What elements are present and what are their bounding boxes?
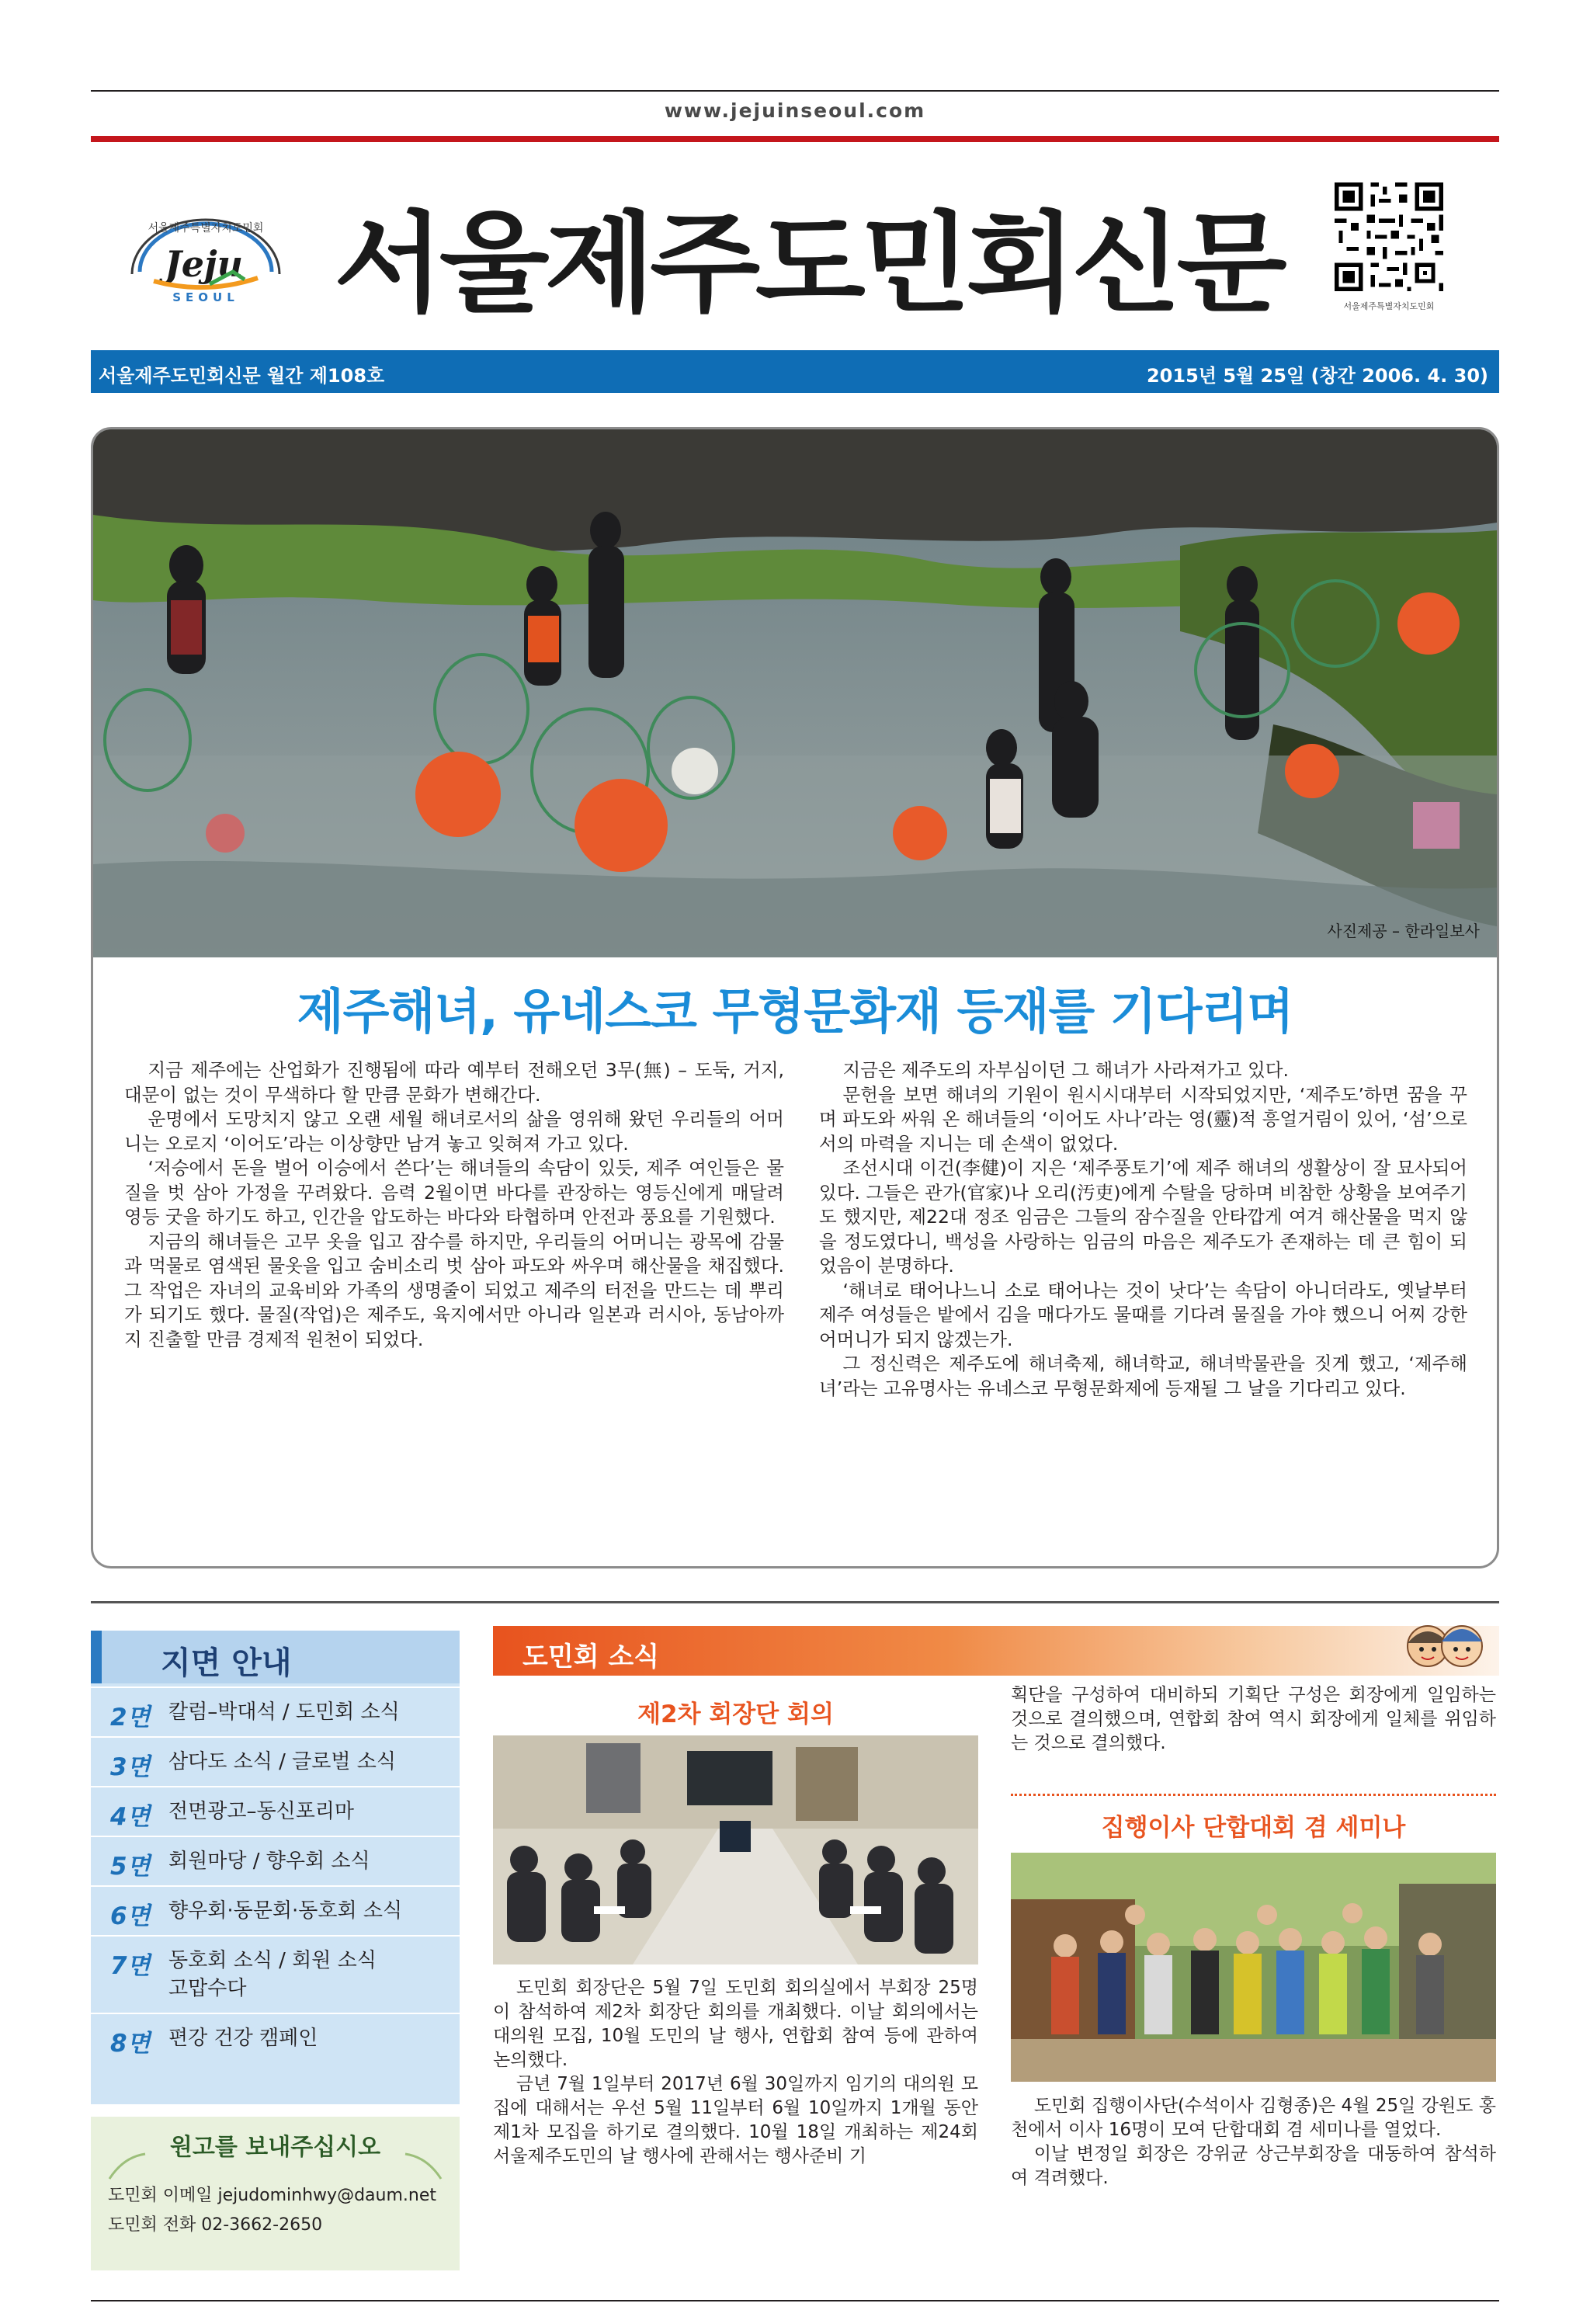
paragraph: 이날 변정일 회장은 강위균 상근부회장을 대동하여 참석하여 격려했다. — [1011, 2144, 1496, 2188]
paragraph: 지금 제주에는 산업화가 진행됨에 따라 예부터 전해오던 3무(無) – 도둑, 거지, 대문이 없는 것이 무색하다 할 만큼 문화가 변해간다. — [124, 1059, 784, 1106]
article-title: 제2차 회장단 회의 — [637, 1700, 834, 1728]
toc-page-number: 5면 — [110, 1853, 151, 1881]
paragraph: 도민회 회장단은 5월 7일 도민회 회의실에서 부회장 25명이 참석하여 제2차 회장단 회의를 개최했다. 이날 회의에서는 대의원 모집, 10월 도민의 날 행사, 연합회 참여 등에 관하여 논의했다. — [493, 1978, 978, 2070]
toc-item[interactable] — [91, 1786, 460, 1836]
toc-page-number: 8면 — [110, 2030, 151, 2058]
toc-item-label: 향우회·동문회·동호회 소식 — [168, 1899, 403, 1923]
toc-item[interactable] — [91, 1885, 460, 1935]
toc-item-label: 전면광고–동신포리마 — [168, 1800, 355, 1823]
paragraph: 조선시대 이건(李健)이 지은 ‘제주풍토기’에 제주 해녀의 생활상이 잘 묘사되어 있다. 그들은 관가(官家)나 오리(汚吏)에게 수탈을 당하며 비참한 상황을 보여주기도 했지만, 제22대 정조 임금은 그들의 잠수질을 안타깝게 여겨 해산물을 먹지 않을 정도였다니, 백성을 사랑하는 임금의 마음은 제주도가 존재하는 데 큰 힘이 되었음이 분명하다. — [819, 1157, 1467, 1277]
masthead-title: 서울제주도민회신문 — [334, 200, 1283, 328]
paragraph: 금년 7월 1일부터 2017년 6월 30일까지 임기의 대의원 모집에 대해서는 우선 5월 11일부터 6월 10일까지 1개월 동안 제1차 모집을 하기로 결의했다. 10월 18일 개최하는 제24회 서울제주도민의 날 행사에 관해서는 행사준비 기 — [493, 2074, 978, 2166]
top-rule — [91, 90, 1499, 92]
page-guide — [91, 1631, 460, 2104]
paragraph: 획단을 구성하여 대비하되 기획단 구성은 회장에게 일임하는 것으로 결의했으며, 연합회 참여 역시 회장에게 일체를 위임하는 것으로 결의했다. — [1011, 1685, 1496, 1753]
svg-text:Jeju: Jeju — [165, 243, 244, 285]
toc-item[interactable] — [91, 2013, 460, 2064]
toc-item[interactable] — [91, 1687, 460, 1736]
paragraph: 도민회 집행이사단(수석이사 김형종)은 4월 25일 강원도 홍천에서 이사 16명이 모여 단합대회 겸 세미나를 열었다. — [1011, 2096, 1496, 2140]
article-body — [493, 1976, 978, 2169]
toc-page-number: 4면 — [110, 1803, 151, 1831]
toc-page-number: 6면 — [110, 1902, 151, 1930]
page-guide-accent — [91, 1631, 102, 1683]
jeju-seoul-logo — [116, 200, 295, 305]
paragraph: 그 정신력은 제주도에 해녀축제, 해녀학교, 해녀박물관을 짓게 했고, ‘제주해녀’라는 고유명사는 유네스코 무형문화제에 등재될 그 날을 기다리고 있다. — [819, 1353, 1467, 1399]
toc-item[interactable] — [91, 1935, 460, 2013]
page-guide-title: 지면 안내 — [161, 1645, 292, 1681]
toc-item-label: 삼다도 소식 / 글로벌 소식 — [168, 1750, 396, 1773]
qr-caption: 서울제주특별자치도민회 — [1343, 301, 1435, 311]
toc-page-number: 7면 — [110, 1952, 151, 1980]
news-section-title: 도민회 소식 — [522, 1641, 660, 1673]
toc-item[interactable] — [91, 1736, 460, 1786]
paragraph: ‘저승에서 돈을 벌어 이승에서 쓴다’는 해녀들의 속담이 있듯, 제주 여인들은 물질을 벗 삼아 가정을 꾸려왔다. 음력 2월이면 바다를 관장하는 영등신에게 매달려 영등 굿을 하기도 하고, 인간을 압도하는 바다와 타협하며 안전과 풍요를 기원했다. — [124, 1157, 784, 1228]
qr-code[interactable] — [1326, 179, 1452, 311]
toc-item-label: 편강 건강 캠페인 — [168, 2027, 318, 2050]
group-photo — [1011, 1853, 1496, 2082]
mascot-icon — [1398, 1615, 1491, 1680]
article-title: 집행이사 단합대회 겸 세미나 — [1101, 1814, 1406, 1842]
paragraph: ‘해녀로 태어나느니 소로 태어나는 것이 낫다’는 속담이 아니더라도, 옛날부터 제주 여성들은 밭에서 김을 매다가도 물때를 기다려 물질을 가야 했으니 어찌 강한 어머니가 되지 않겠는가. — [819, 1279, 1467, 1350]
red-rule — [91, 136, 1499, 142]
toc-item-label: 동호회 소식 / 회원 소식 — [168, 1949, 377, 1972]
section-divider — [91, 1601, 1499, 1603]
news-section-bar — [493, 1626, 1499, 1676]
leaf-decoration-icon — [404, 2152, 443, 2183]
article-divider — [1011, 1794, 1496, 1796]
article-body — [1011, 2094, 1496, 2190]
toc-item-label: 회원마당 / 향우회 소식 — [168, 1850, 370, 1873]
toc-item-label: 칼럼–박대석 / 도민회 소식 — [168, 1700, 400, 1724]
page-guide-header — [102, 1631, 460, 1683]
article-body-continued — [1011, 1683, 1496, 1756]
meeting-photo — [493, 1735, 978, 1964]
svg-text:서울제주특별자치도민회: 서울제주특별자치도민회 — [148, 222, 264, 234]
toc-page-number: 3면 — [110, 1753, 151, 1781]
site-url[interactable]: www.jejuinseoul.com — [664, 99, 926, 122]
submission-title: 원고를 보내주십시오 — [169, 2134, 381, 2161]
paragraph: 지금의 해녀들은 고무 옷을 입고 잠수를 하지만, 우리들의 어머니는 광목에 감물과 먹물로 염색된 물옷을 입고 숨비소리 벗 삼아 파도와 싸우며 해산물을 채집했다. 그 작업은 자녀의 교육비와 가족의 생명줄이 되었고 제주의 터전을 만드는 데 뿌리가 되기도 했다. 물질(작업)은 제주도, 육지에서만 아니라 일본과 러시아, 동남아까지 진출할 만큼 경제적 원천이 되었다. — [124, 1230, 784, 1350]
submission-email[interactable]: 도민회 이메일 jejudominhwy@daum.net — [108, 2186, 436, 2205]
paragraph: 운명에서 도망치지 않고 오랜 세월 해녀로서의 삶을 영위해 왔던 우리들의 어머니는 오로지 ‘이어도’라는 이상향만 남겨 놓고 잊혀져 가고 있다. — [124, 1108, 784, 1155]
bottom-rule — [91, 2300, 1499, 2301]
toc-item-label-line2: 고맙수다 — [168, 1977, 247, 2000]
issue-number: 서울제주도민회신문 월간 제108호 — [99, 365, 385, 387]
svg-text:SEOUL: SEOUL — [172, 290, 239, 304]
issue-date: 2015년 5월 25일 (창간 2006. 4. 30) — [1146, 365, 1488, 387]
paragraph: 지금은 제주도의 자부심이던 그 해녀가 사라져가고 있다. — [842, 1059, 1289, 1081]
photo-credit: 사진제공 – 한라일보사 — [1327, 922, 1480, 940]
toc-page-number: 2면 — [110, 1704, 151, 1732]
submission-box — [91, 2117, 460, 2270]
toc-item[interactable] — [91, 1836, 460, 1885]
haenyeo-photo — [93, 429, 1497, 957]
issue-bar — [91, 350, 1499, 393]
feature-right-column — [819, 1058, 1467, 1401]
leaf-decoration-icon — [108, 2152, 147, 2183]
feature-left-column — [124, 1058, 784, 1352]
paragraph: 문헌을 보면 해녀의 기원이 원시시대부터 시작되었지만, ‘제주도’하면 꿈을 꾸며 파도와 싸워 온 해녀들의 ‘이어도 사나’라는 영(靈)적 흥얼거림이 있어, ‘섬’으로서의 마력을 지니는 데 손색이 없었다. — [819, 1083, 1467, 1155]
feature-article — [91, 427, 1499, 1568]
submission-phone[interactable]: 도민회 전화 02-3662-2650 — [108, 2215, 323, 2235]
feature-headline: 제주해녀, 유네스코 무형문화재 등재를 기다리며 — [297, 983, 1293, 1040]
